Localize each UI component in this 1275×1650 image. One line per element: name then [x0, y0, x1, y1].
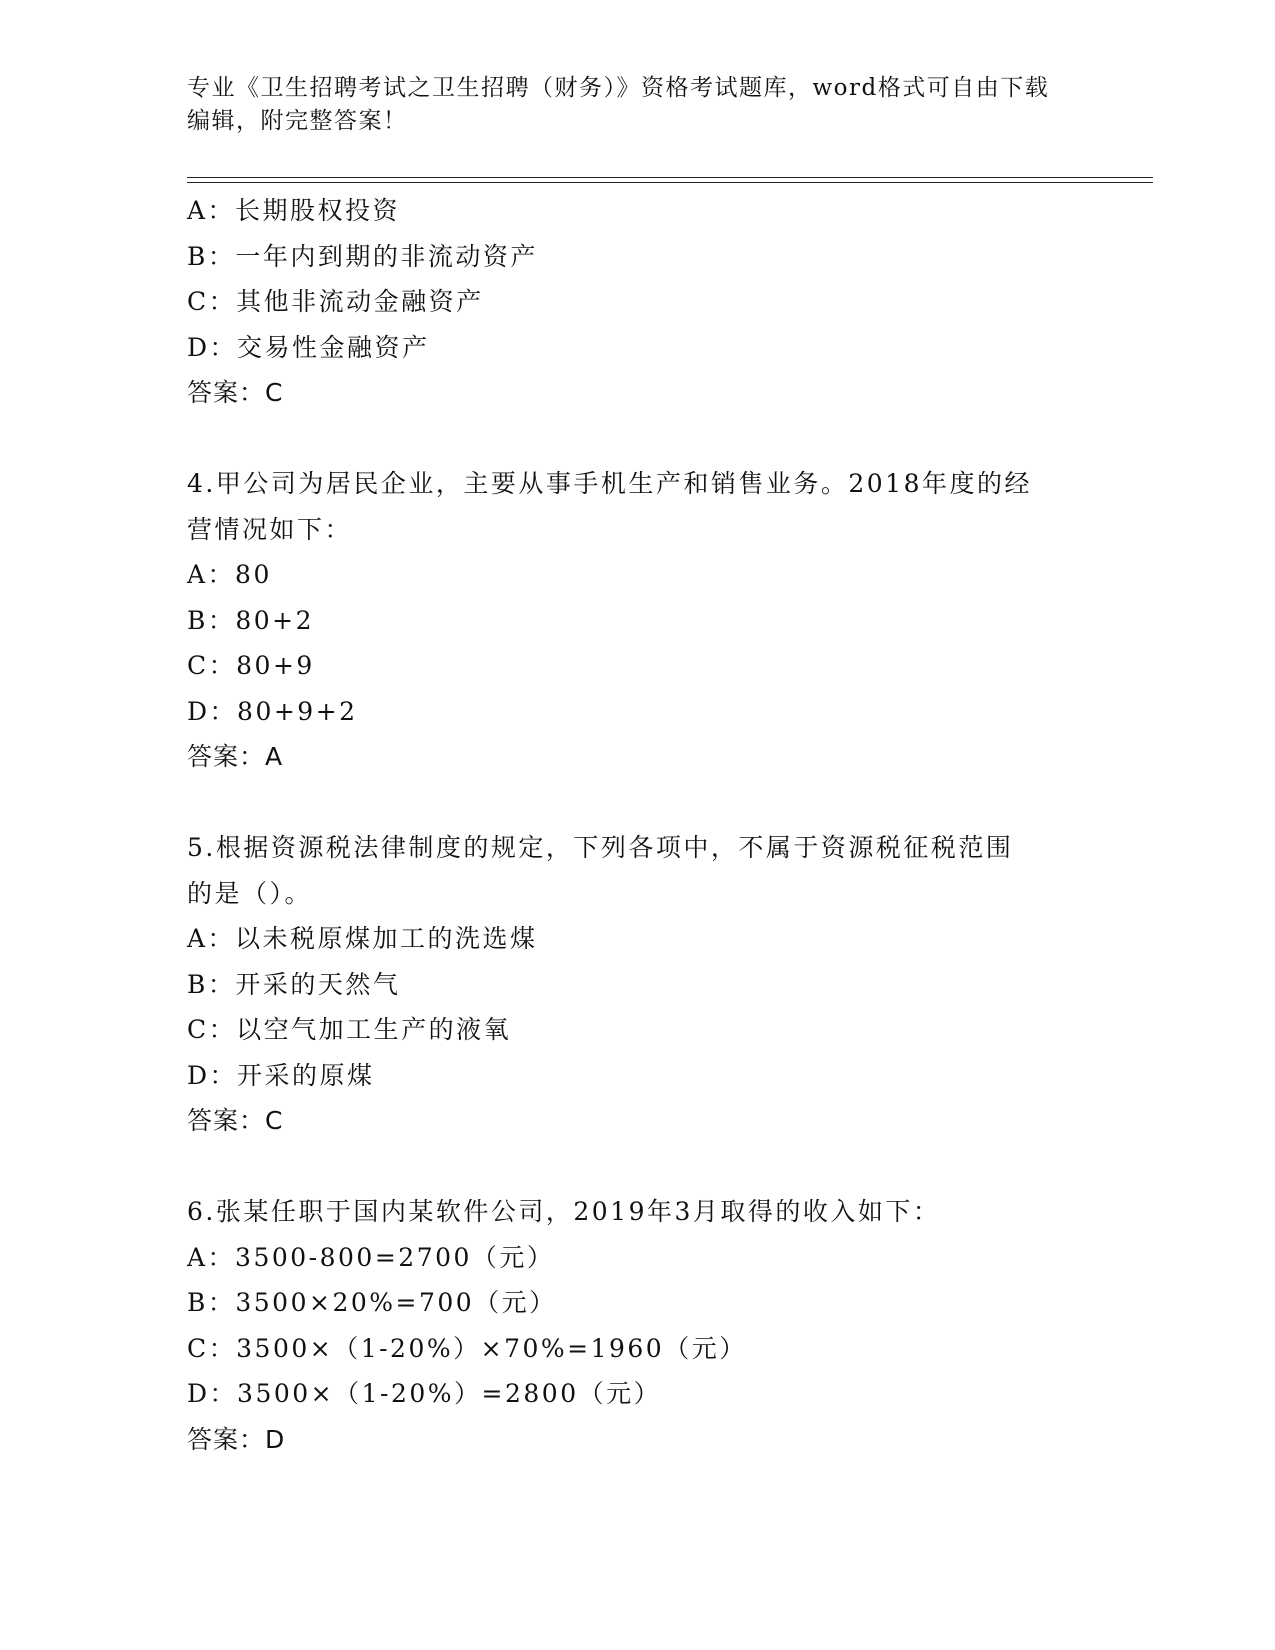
option-c: C：其他非流动金融资产	[187, 287, 484, 316]
option-c: C：80+9	[187, 651, 315, 680]
answer-line: 答案：D	[187, 1424, 286, 1454]
option-d: D：开采的原煤	[187, 1060, 375, 1090]
option-a: A：以未税原煤加工的洗选煤	[187, 924, 538, 953]
option-a: A：3500-800=2700（元）	[187, 1242, 555, 1272]
option-b: B：一年内到期的非流动资产	[187, 241, 538, 271]
spacer	[187, 1144, 1087, 1190]
option-b: B：80+2	[187, 605, 315, 635]
question-stem-line-1: 5.根据资源税法律制度的规定，下列各项中，不属于资源税征税范围	[187, 833, 1014, 862]
answer-line: 答案：C	[187, 1106, 284, 1135]
spacer	[187, 416, 1087, 462]
question-6	[187, 1189, 1087, 1462]
question-list	[187, 188, 1087, 1462]
header-line-1: 专业《卫生招聘考试之卫生招聘（财务）》资格考试题库，word格式可自由下载	[187, 75, 1050, 101]
question-5	[187, 825, 1087, 1144]
option-a: A：80	[187, 560, 272, 589]
answer-line: 答案：C	[187, 378, 284, 407]
header-divider-top	[187, 177, 1153, 178]
question-stem-line-1: 4.甲公司为居民企业，主要从事手机生产和销售业务。2018年度的经	[187, 469, 1032, 498]
answer-line: 答案：A	[187, 742, 284, 771]
question-4	[187, 461, 1087, 780]
header-line-2: 编辑，附完整答案！	[187, 108, 408, 134]
document-header	[187, 72, 1067, 138]
option-d: D：3500×（1-20%）=2800（元）	[187, 1379, 662, 1408]
option-c: C：以空气加工生产的液氧	[187, 1015, 512, 1044]
option-d: D：交易性金融资产	[187, 332, 430, 362]
question-3	[187, 188, 1087, 416]
option-a: A：长期股权投资	[187, 196, 401, 225]
option-d: D：80+9+2	[187, 696, 358, 726]
option-c: C：3500×（1-20%）×70%=1960（元）	[187, 1333, 747, 1363]
question-stem-line-1: 6.张某任职于国内某软件公司，2019年3月取得的收入如下：	[187, 1197, 941, 1226]
spacer	[187, 780, 1087, 826]
option-b: B：开采的天然气	[187, 969, 401, 999]
question-stem-line-2: 营情况如下：	[187, 514, 353, 544]
header-divider-bottom	[187, 182, 1153, 183]
option-b: B：3500×20%=700（元）	[187, 1288, 557, 1317]
question-stem-line-2: 的是（）。	[187, 878, 313, 908]
